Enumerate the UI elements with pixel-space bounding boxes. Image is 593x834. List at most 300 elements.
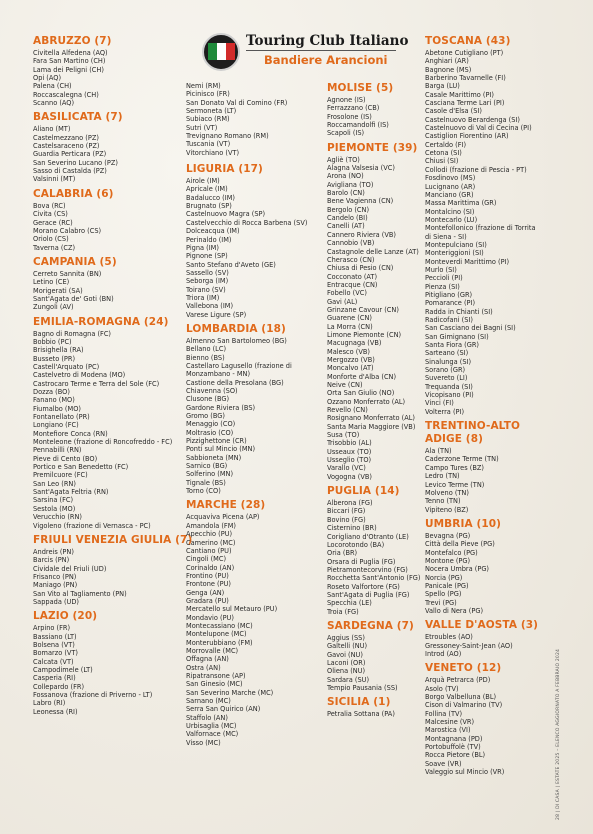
town-item: Zungoli (AV) (33, 303, 74, 312)
town-item: Santa Maria Maggiore (VB) (327, 422, 416, 431)
town-item: Sant'Agata di Puglia (FG) (327, 590, 410, 599)
town-item: Marostica (VI) (425, 726, 471, 735)
town-item: Castrocaro Terme e Terra del Sole (FC) (33, 379, 160, 388)
town-item: Lama dei Peligni (CH) (33, 65, 104, 74)
town-item: Radicofani (SI) (425, 316, 473, 324)
town-item: Seborga (IM) (186, 277, 229, 286)
town-item: Scanno (AQ) (33, 99, 75, 108)
town-item: Santo Stefano d'Aveto (GE) (186, 260, 276, 269)
town-item: Cherasco (CN) (327, 255, 375, 264)
town-item: Specchia (LE) (327, 599, 372, 608)
town-list (327, 710, 427, 718)
town-item: Clusone (BG) (186, 395, 230, 404)
town-item: Sassello (SV) (186, 268, 229, 277)
town-item: Picinisco (FR) (186, 90, 230, 99)
town-item: Ponti sul Mincio (MN) (186, 445, 256, 454)
town-item: Morrovalle (MC) (186, 646, 239, 655)
region-section (425, 619, 555, 658)
town-item: Arquà Petrarca (PD) (425, 676, 491, 685)
town-item: Civitella Alfedena (AQ) (33, 49, 108, 57)
town-item: San Severino Marche (MC) (186, 688, 274, 697)
town-list (186, 177, 326, 319)
town-list (33, 624, 203, 716)
town-item: Petralia Sottana (PA) (327, 710, 395, 719)
town-item: Canelli (AT) (327, 222, 365, 231)
town-item: Chiavenna (SO) (186, 387, 238, 395)
town-item: Barberino Tavarnelle (FI) (425, 74, 506, 83)
town-item: Castione della Presolana (BG) (186, 378, 284, 387)
town-item: Introd (AO) (425, 650, 462, 658)
town-item: Valsinni (MT) (33, 175, 76, 184)
town-item: Monteverdi Marittimo (PI) (425, 257, 510, 266)
region-section (33, 256, 203, 312)
town-item: Almenno San Bartolomeo (BG) (186, 336, 287, 345)
region-section (327, 485, 427, 616)
town-item: Etroubles (AO) (425, 633, 473, 642)
town-item: San Leo (RN) (33, 479, 76, 488)
tci-flag-logo-icon (202, 33, 240, 71)
town-item: Urbisaglia (MC) (186, 722, 237, 731)
town-item: Orsara di Puglia (FG) (327, 557, 396, 566)
town-item: Apricale (IM) (186, 185, 228, 194)
town-item: Varallo (VC) (327, 464, 366, 473)
town-item: Città della Pieve (PG) (425, 540, 495, 549)
town-item: Vitorchiano (VT) (186, 148, 240, 157)
town-item: Bomarzo (VT) (33, 649, 79, 658)
town-item: Guarene (CN) (327, 314, 372, 323)
region-title: VALLE D'AOSTA (3) (425, 619, 539, 632)
town-item: Castelnuovo di Val di Cecina (PI) (425, 124, 532, 133)
town-item: Moltrasio (CO) (186, 428, 234, 437)
region-section (33, 316, 203, 530)
column-3 (327, 78, 427, 723)
town-item: Montecassiano (MC) (186, 621, 253, 630)
town-item: Sinalunga (SI) (425, 357, 472, 366)
town-item: Sorano (GR) (425, 366, 466, 375)
town-item: Pomarance (PI) (425, 299, 476, 308)
town-item: Castagnole delle Lanze (AT) (327, 247, 419, 256)
town-item: Guardia Perticara (PZ) (33, 150, 107, 159)
town-item: Vipiteno (BZ) (425, 505, 469, 514)
town-item: Pietramontecorvino (FG) (327, 565, 408, 574)
town-item: Frosolone (IS) (327, 112, 372, 121)
town-item: Malcesine (VR) (425, 718, 475, 727)
town-item: Torno (CO) (186, 487, 221, 496)
town-item: Collodi (frazione di Pescia - PT) (425, 165, 527, 174)
town-item: Locorotondo (BA) (327, 540, 385, 549)
town-item: Gerace (RC) (33, 218, 73, 227)
continued-town-list (186, 82, 326, 157)
town-list (33, 49, 203, 107)
town-item: Castellaro Lagusello (frazione di (186, 361, 292, 370)
town-item: Castelvetro di Modena (MO) (33, 371, 126, 380)
town-item: Chiusi (SI) (425, 157, 459, 166)
town-list (33, 270, 203, 312)
town-item: Monforte d'Alba (CN) (327, 372, 397, 381)
town-item: Levico Terme (TN) (425, 480, 485, 489)
town-item: Pignone (SP) (186, 252, 228, 261)
town-item: Frontone (PU) (186, 580, 231, 589)
town-item: Pitigliano (GR) (425, 290, 473, 299)
town-item: Nocera Umbra (PG) (425, 565, 490, 574)
town-item: Montelupone (MC) (186, 630, 247, 639)
region-title: PUGLIA (14) (327, 485, 400, 498)
town-item: Castelnuovo Magra (SP) (186, 210, 266, 219)
town-item: Civita (CS) (33, 210, 68, 219)
header (202, 31, 409, 81)
side-caption: 28 | DI CASA | ESTATE 2025 – ELENCO AGGIORNATO A FEBBRAIO 2024 (556, 648, 561, 820)
town-item: Visso (MC) (186, 738, 221, 747)
town-item: Sutri (VT) (186, 123, 218, 132)
town-item: Rosignano Monferrato (AL) (327, 414, 415, 423)
region-section (186, 163, 326, 319)
town-item: Bobbio (PC) (33, 337, 72, 346)
town-item: Premilcuore (FC) (33, 471, 88, 480)
town-item: Panicale (PG) (425, 581, 469, 590)
region-section (327, 142, 427, 481)
town-item: Sarnano (MC) (186, 697, 231, 706)
town-item: Follina (TV) (425, 709, 463, 718)
town-item: Pigna (IM) (186, 243, 219, 252)
town-item: Leonessa (RI) (33, 707, 78, 716)
region-title: CALABRIA (6) (33, 187, 114, 200)
town-item: Gromo (BG) (186, 412, 225, 421)
town-item: Opi (AQ) (33, 74, 62, 83)
town-item: Corigliano d'Otranto (LE) (327, 532, 409, 541)
town-list (186, 513, 326, 747)
town-item: Castiglion Fiorentino (AR) (425, 132, 509, 141)
town-item: Mondavio (PU) (186, 613, 234, 622)
town-list (186, 337, 326, 496)
town-item: Vogogna (VB) (327, 472, 372, 481)
town-item: Triora (IM) (186, 293, 220, 302)
town-item: Morano Calabro (CS) (33, 226, 102, 235)
town-item: Dozza (BO) (33, 388, 70, 396)
town-item: Vicopisano (PI) (425, 391, 474, 400)
town-item: Portico e San Benedetto (FC) (33, 463, 129, 472)
town-item: Arona (NO) (327, 172, 364, 181)
town-item: Bassiano (LT) (33, 632, 77, 641)
town-item: Orta San Giulio (NO) (327, 389, 395, 398)
town-list (425, 676, 555, 776)
town-item: Castelsaraceno (PZ) (33, 142, 100, 151)
town-item: Menaggio (CO) (186, 420, 236, 429)
town-item: Peccioli (PI) (425, 274, 463, 283)
town-item: Castelvecchio di Rocca Barbena (SV) (186, 218, 308, 227)
region-section (425, 518, 555, 615)
town-item: Ledro (TN) (425, 472, 460, 481)
town-item: Valeggio sul Mincio (VR) (425, 768, 505, 777)
town-item: Troia (FG) (327, 607, 359, 616)
town-item: La Morra (CN) (327, 322, 373, 331)
town-list (33, 202, 203, 252)
town-item: Airole (IM) (186, 177, 220, 186)
town-item: Bellano (LC) (186, 345, 227, 354)
region-title: UMBRIA (10) (425, 517, 502, 530)
town-item: Fosdinovo (MS) (425, 174, 476, 183)
town-item: San Casciano dei Bagni (SI) (425, 324, 516, 333)
region-title: EMILIA-ROMAGNA (24) (33, 315, 169, 328)
town-item: Usseglio (TO) (327, 456, 372, 465)
town-item: Varese Ligure (SP) (186, 310, 247, 319)
region-title: FRIULI VENEZIA GIULIA (7) (33, 533, 193, 546)
town-list (33, 125, 203, 183)
column-1 (33, 31, 203, 720)
town-item: Bevagna (PG) (425, 531, 471, 540)
town-item: Biccari (FG) (327, 507, 366, 516)
town-item: Usseaux (TO) (327, 447, 372, 456)
town-item: Fiumalbo (MO) (33, 404, 81, 413)
town-item: Suvereto (LI) (425, 374, 468, 383)
town-item: Staffolo (AN) (186, 713, 228, 722)
town-list (327, 156, 427, 481)
region-section (186, 499, 326, 747)
town-item: Labro (RI) (33, 699, 66, 708)
town-item: Fossanova (frazione di Priverno - LT) (33, 691, 153, 699)
town-item: Trevignano Romano (RM) (186, 132, 269, 141)
town-item: Cannero Riviera (VB) (327, 230, 396, 239)
town-item: Ala (TN) (425, 447, 452, 456)
town-item: Ripatransone (AP) (186, 672, 246, 680)
town-item: Sarteano (SI) (425, 349, 469, 358)
town-item: Montefiore Conca (RN) (33, 429, 108, 438)
title-divider (246, 50, 396, 51)
town-item: Bagno di Romagna (FC) (33, 329, 111, 338)
town-item: Sarnico (BG) (186, 462, 228, 471)
town-item: Grinzane Cavour (CN) (327, 305, 399, 314)
town-item: Spello (PG) (425, 590, 462, 599)
town-item: Busseto (PR) (33, 354, 76, 363)
town-item: San Donato Val di Comino (FR) (186, 98, 288, 107)
town-item: Pennabilli (RN) (33, 446, 82, 455)
town-item: Tignale (BS) (186, 478, 226, 487)
town-item: Palena (CH) (33, 82, 72, 91)
column-2 (186, 82, 326, 751)
town-item: Bene Vagienna (CN) (327, 197, 394, 206)
town-item: Murlo (SI) (425, 265, 457, 274)
town-item: Serra San Quirico (AN) (186, 705, 261, 714)
town-item: Portobuffolè (TV) (425, 743, 481, 752)
town-item: Cocconato (AT) (327, 272, 378, 281)
town-item: Sant'Agata Feltria (RN) (33, 488, 109, 497)
town-item: Genga (AN) (186, 588, 225, 597)
town-list (425, 447, 555, 514)
town-item: Lucignano (AR) (425, 182, 476, 191)
town-item: Verucchio (RN) (33, 513, 82, 522)
town-item: Cannobio (VB) (327, 239, 375, 248)
town-item: Revello (CN) (327, 406, 368, 415)
town-item: Tempio Pausania (SS) (327, 684, 398, 692)
town-item: Apecchio (PU) (186, 530, 233, 539)
town-item: Rocchetta Sant'Antonio (FG) (327, 574, 421, 583)
town-item: Cison di Valmarino (TV) (425, 701, 503, 710)
town-item: Bienno (BS) (186, 353, 225, 362)
town-item: Vallebona (IM) (186, 302, 234, 311)
region-title: SARDEGNA (7) (327, 619, 414, 632)
town-item: Fontanellato (PR) (33, 413, 90, 422)
town-item: Casole d'Elsa (SI) (425, 107, 482, 116)
town-item: Montalcino (SI) (425, 207, 475, 216)
town-list (33, 548, 203, 606)
town-item: Amandola (FM) (186, 521, 236, 530)
town-item: Roccascalegna (CH) (33, 90, 99, 99)
region-section (33, 188, 203, 252)
town-item: Sermoneta (LT) (186, 107, 237, 116)
town-list (33, 330, 203, 530)
town-item: Sardara (SU) (327, 675, 370, 684)
town-item: Caderzone Terme (TN) (425, 455, 499, 464)
region-title: LAZIO (20) (33, 610, 98, 623)
town-item: Bova (RC) (33, 201, 66, 210)
town-item: Vigoleno (frazione di Vernasca - PC) (33, 521, 151, 530)
town-item: Moncalvo (AT) (327, 364, 374, 373)
town-item: Frontino (PU) (186, 571, 229, 580)
town-item: di Siena - SI) (425, 232, 467, 241)
town-item: Sabbioneta (MN) (186, 453, 242, 462)
town-item: Letino (CE) (33, 278, 70, 287)
town-item: Scapoli (IS) (327, 129, 365, 138)
town-item: Trisobbio (AL) (327, 439, 372, 448)
town-item: Vallo di Nera (PG) (425, 606, 484, 615)
town-item: Tuscania (VT) (186, 140, 231, 149)
town-item: Roccamandolfi (IS) (327, 121, 389, 130)
town-item: Montefalco (PG) (425, 548, 478, 557)
town-item: Bagnone (MS) (425, 65, 472, 74)
town-item: Asolo (TV) (425, 684, 459, 693)
town-item: Sasso di Castalda (PZ) (33, 167, 107, 176)
town-item: Mergozzo (VB) (327, 355, 375, 364)
town-item: Casciana Terme Lari (PI) (425, 99, 505, 108)
town-item: Taverna (CZ) (33, 243, 76, 252)
town-item: Monteleone (frazione di Roncofreddo - FC) (33, 438, 173, 447)
town-list (425, 49, 555, 416)
region-section (33, 35, 203, 107)
town-item: Cerreto Sannita (BN) (33, 269, 102, 278)
town-item: Monterubbiano (FM) (186, 638, 253, 647)
town-item: Calcata (VT) (33, 657, 74, 666)
town-item: Castelnuovo Berardenga (SI) (425, 115, 520, 124)
region-title: LIGURIA (17) (186, 163, 263, 176)
town-item: Ferrazzano (CB) (327, 104, 380, 113)
town-item: Bovino (FG) (327, 515, 366, 524)
town-item: San Vito al Tagliamento (PN) (33, 589, 127, 598)
town-item: Limone Piemonte (CN) (327, 330, 402, 339)
town-item: Borgo Valbelluna (BL) (425, 693, 497, 702)
town-item: Sant'Agata de' Goti (BN) (33, 294, 114, 303)
town-item: Certaldo (FI) (425, 140, 467, 149)
town-item: Molveno (TN) (425, 488, 469, 497)
town-item: Laconi (OR) (327, 658, 366, 667)
region-title: LOMBARDIA (18) (186, 322, 286, 335)
town-item: Frisanco (PN) (33, 572, 77, 581)
town-item: Sestola (MO) (33, 504, 76, 513)
town-item: Ozzano Monferrato (AL) (327, 397, 406, 406)
town-item: Nemi (RM) (186, 82, 221, 90)
town-item: Cantiano (PU) (186, 546, 232, 555)
town-item: Monzambano - MN) (186, 370, 251, 379)
region-section (327, 696, 427, 718)
page-title: Touring Club Italiano (246, 33, 409, 49)
town-item: Corinaldo (AN) (186, 563, 235, 572)
town-item: Neive (CN) (327, 381, 363, 389)
region-section (327, 82, 427, 138)
town-item: Volterra (PI) (425, 407, 465, 416)
town-item: Alagna Valsesia (VC) (327, 164, 395, 173)
town-item: Gavi (AL) (327, 297, 358, 306)
town-item: Casperia (RI) (33, 674, 76, 683)
town-item: Pizzighettone (CR) (186, 437, 247, 446)
town-item: Trequanda (SI) (425, 382, 473, 391)
town-item: Camerino (MC) (186, 538, 236, 547)
town-item: Radda in Chianti (SI) (425, 307, 493, 316)
region-title: MARCHE (28) (186, 499, 266, 512)
town-item: Longiano (FC) (33, 421, 79, 430)
town-item: Cividale del Friuli (UD) (33, 564, 107, 573)
town-item: Fanano (MO) (33, 396, 75, 405)
region-title: CAMPANIA (5) (33, 255, 117, 268)
page-subtitle: Bandiere Arancioni (264, 53, 388, 67)
town-item: Badalucco (IM) (186, 193, 235, 202)
region-section (186, 323, 326, 496)
region-section (33, 111, 203, 183)
town-item: Mercatello sul Metauro (PU) (186, 605, 278, 614)
town-item: Perinaldo (IM) (186, 235, 232, 244)
town-item: Abetone Cutigliano (PT) (425, 49, 504, 57)
town-item: Avigliana (TO) (327, 180, 374, 189)
town-item: Monteriggioni (SI) (425, 249, 484, 258)
town-item: Gardone Riviera (BS) (186, 403, 256, 412)
town-list (327, 499, 427, 616)
town-item: San Gimignano (SI) (425, 332, 489, 341)
town-item: Castelmezzano (PZ) (33, 133, 99, 142)
town-item: Casale Marittimo (PI) (425, 90, 494, 99)
town-item: Macugnaga (VB) (327, 339, 382, 348)
town-item: Montagnana (PD) (425, 734, 483, 743)
town-item: Subiaco (RM) (186, 115, 230, 124)
town-item: Barga (LU) (425, 82, 460, 91)
town-item: Soave (VR) (425, 759, 462, 768)
town-item: Barcis (PN) (33, 556, 70, 565)
region-title: PIEMONTE (39) (327, 141, 418, 154)
town-item: San Ginesio (MC) (186, 680, 243, 689)
town-item: Entracque (CN) (327, 280, 378, 289)
town-item: Cingoli (MC) (186, 555, 227, 564)
town-item: Cisternino (BR) (327, 524, 377, 533)
region-section (425, 420, 555, 514)
town-item: Brugnato (SP) (186, 202, 232, 211)
town-item: Alberona (FG) (327, 499, 373, 508)
town-item: Roseto Valfortore (FG) (327, 582, 400, 591)
town-item: Campodimele (LT) (33, 665, 93, 674)
town-item: Acquaviva Picena (AP) (186, 513, 260, 522)
town-item: Andreis (PN) (33, 547, 74, 556)
region-title: BASILICATA (7) (33, 111, 123, 124)
town-item: Brisighella (RA) (33, 346, 84, 355)
region-title: ABRUZZO (7) (33, 35, 112, 47)
town-item: Fara San Martino (CH) (33, 57, 106, 66)
town-item: Maniago (PN) (33, 581, 78, 590)
town-item: Arpino (FR) (33, 624, 71, 633)
town-list (327, 634, 427, 692)
region-section (425, 662, 555, 776)
town-item: Montone (PG) (425, 556, 471, 565)
town-item: Toirano (SV) (186, 285, 226, 294)
town-item: Manciano (GR) (425, 190, 474, 199)
region-section (327, 620, 427, 692)
town-item: Oliena (NU) (327, 667, 366, 676)
region-section (33, 610, 203, 716)
town-item: Montepulciano (SI) (425, 240, 487, 249)
